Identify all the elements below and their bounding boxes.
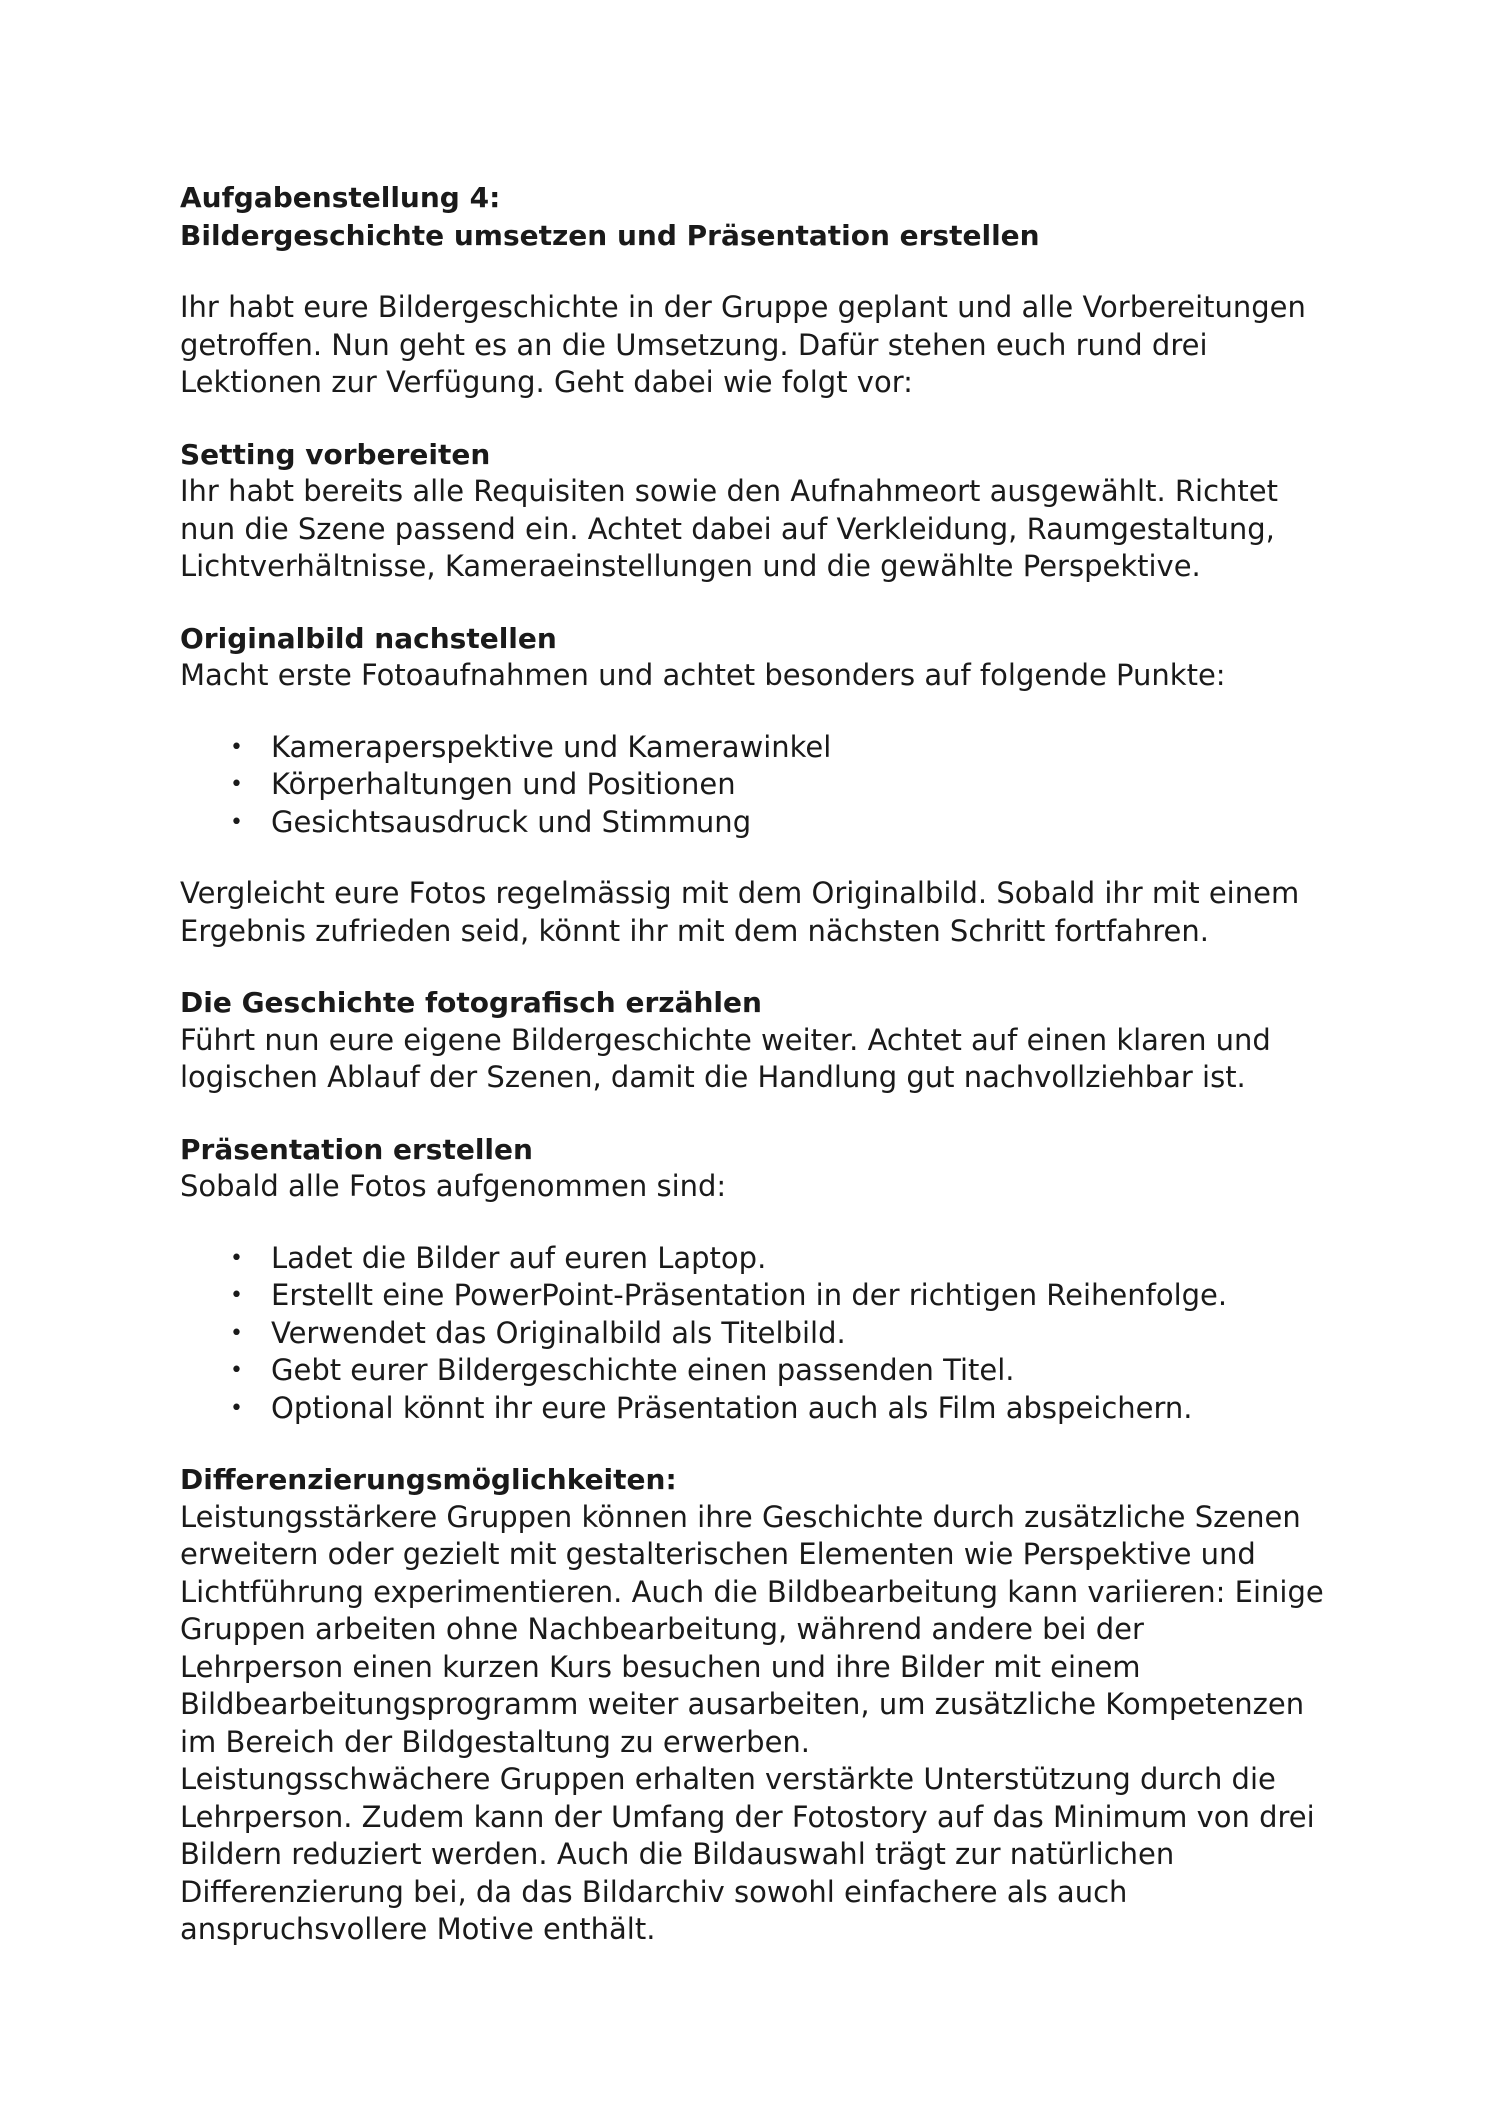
spacer [180, 1427, 1350, 1461]
paragraph-line: anspruchsvollere Motive enthält. [180, 1912, 656, 1946]
list-item [180, 804, 1350, 842]
paragraph-line: Sobald alle Fotos aufgenommen sind: [180, 1169, 727, 1203]
bullet-icon: • [230, 809, 243, 835]
spacer [180, 1097, 1350, 1131]
section-heading: Die Geschichte fotografisch erzählen [180, 986, 762, 1019]
bullet-list [180, 729, 1350, 842]
list-item [180, 729, 1350, 767]
intro-line: Ihr habt eure Bildergeschichte in der Gruppe geplant und alle Vorbereitungen [180, 290, 1306, 324]
spacer [180, 402, 1350, 436]
document-page [180, 179, 1350, 1949]
list-item-text: Gesichtsausdruck und Stimmung [271, 804, 752, 839]
spacer [180, 255, 1350, 289]
bullet-icon: • [230, 1283, 243, 1308]
paragraph-line: im Bereich der Bildgestaltung zu erwerben. [180, 1724, 811, 1759]
title-line-2: Bildergeschichte umsetzen und Präsentation erstellen [180, 219, 1040, 252]
list-item [180, 1277, 1350, 1315]
paragraph-line: Führt nun eure eigene Bildergeschichte weiter. Achtet auf einen klaren und [180, 1022, 1271, 1057]
paragraph-line: Lichtverhältnisse, Kameraeinstellungen und die gewählte Perspektive. [180, 549, 1201, 583]
section-presentation [180, 1131, 1350, 1428]
section-heading: Präsentation erstellen [180, 1132, 533, 1166]
list-item [180, 1315, 1350, 1353]
intro-line: getroffen. Nun geht es an die Umsetzung. Dafür stehen euch rund drei [180, 327, 1208, 362]
bullet-icon: • [230, 1320, 243, 1346]
list-item-text: Optional könnt ihr eure Präsentation auch als Film abspeichern. [271, 1390, 1193, 1425]
paragraph-line: Bildern reduziert werden. Auch die Bildauswahl trägt zur natürlichen [180, 1837, 1175, 1871]
spacer [180, 841, 1350, 875]
spacer [180, 1206, 1350, 1240]
bullet-icon: • [230, 772, 243, 797]
paragraph-line: Ihr habt bereits alle Requisiten sowie den Aufnahmeort ausgewählt. Richtet [180, 474, 1279, 508]
list-item [180, 1390, 1350, 1428]
paragraph-line: Lehrperson. Zudem kann der Umfang der Fotostory auf das Minimum von drei [180, 1799, 1315, 1834]
section-original [180, 620, 1350, 951]
list-item-text: Verwendet das Originalbild als Titelbild. [271, 1315, 846, 1350]
paragraph-line: Leistungsschwächere Gruppen erhalten verstärkte Unterstützung durch die [180, 1762, 1276, 1796]
list-item [180, 766, 1350, 804]
section-heading: Differenzierungsmöglichkeiten: [180, 1463, 677, 1496]
bullet-icon: • [230, 1358, 243, 1383]
paragraph-line: Leistungsstärkere Gruppen können ihre Geschichte durch zusätzliche Szenen [180, 1499, 1301, 1534]
section-differentiation [180, 1461, 1350, 1949]
list-item-text: Gebt eurer Bildergeschichte einen passenden Titel. [271, 1353, 1015, 1387]
spacer [180, 950, 1350, 984]
bullet-icon: • [230, 1395, 243, 1421]
paragraph-line: Differenzierung bei, da das Bildarchiv sowohl einfachere als auch [180, 1874, 1128, 1909]
title-line-1: Aufgabenstellung 4: [180, 181, 501, 214]
section-heading: Originalbild nachstellen [180, 621, 557, 655]
paragraph-line: erweitern oder gezielt mit gestalterischen Elementen wie Perspektive und [180, 1537, 1256, 1571]
spacer [180, 695, 1350, 729]
section-story [180, 984, 1350, 1097]
paragraph-line: Vergleicht eure Fotos regelmässig mit dem Originalbild. Sobald ihr mit einem [180, 876, 1300, 910]
list-item [180, 1352, 1350, 1390]
paragraph-line: Macht erste Fotoaufnahmen und achtet besonders auf folgende Punkte: [180, 658, 1226, 692]
paragraph-line: logischen Ablauf der Szenen, damit die Handlung gut nachvollziehbar ist. [180, 1060, 1246, 1094]
intro-line: Lektionen zur Verfügung. Geht dabei wie folgt vor: [180, 365, 913, 399]
paragraph-line: Gruppen arbeiten ohne Nachbearbeitung, während andere bei der [180, 1612, 1144, 1646]
paragraph-line: Lehrperson einen kurzen Kurs besuchen und ihre Bilder mit einem [180, 1649, 1141, 1684]
paragraph-line: nun die Szene passend ein. Achtet dabei auf Verkleidung, Raumgestaltung, [180, 511, 1275, 546]
list-item-text: Kameraperspektive und Kamerawinkel [271, 729, 832, 764]
paragraph-line: Bildbearbeitungsprogramm weiter ausarbeiten, um zusätzliche Kompetenzen [180, 1687, 1305, 1721]
list-item-text: Erstellt eine PowerPoint-Präsentation in der richtigen Reihenfolge. [271, 1278, 1228, 1312]
paragraph-line: Ergebnis zufrieden seid, könnt ihr mit dem nächsten Schritt fortfahren. [180, 913, 1209, 948]
spacer [180, 586, 1350, 620]
paragraph-line: Lichtführung experimentieren. Auch die Bildbearbeitung kann variieren: Einige [180, 1574, 1324, 1609]
list-item-text: Ladet die Bilder auf euren Laptop. [271, 1240, 767, 1275]
bullet-list [180, 1240, 1350, 1428]
bullet-icon: • [230, 1245, 243, 1271]
bullet-icon: • [230, 734, 243, 760]
section-setting [180, 436, 1350, 586]
document-title [180, 179, 1350, 255]
section-heading: Setting vorbereiten [180, 437, 491, 471]
list-item [180, 1240, 1350, 1278]
list-item-text: Körperhaltungen und Positionen [271, 767, 736, 801]
intro-paragraph [180, 289, 1350, 402]
